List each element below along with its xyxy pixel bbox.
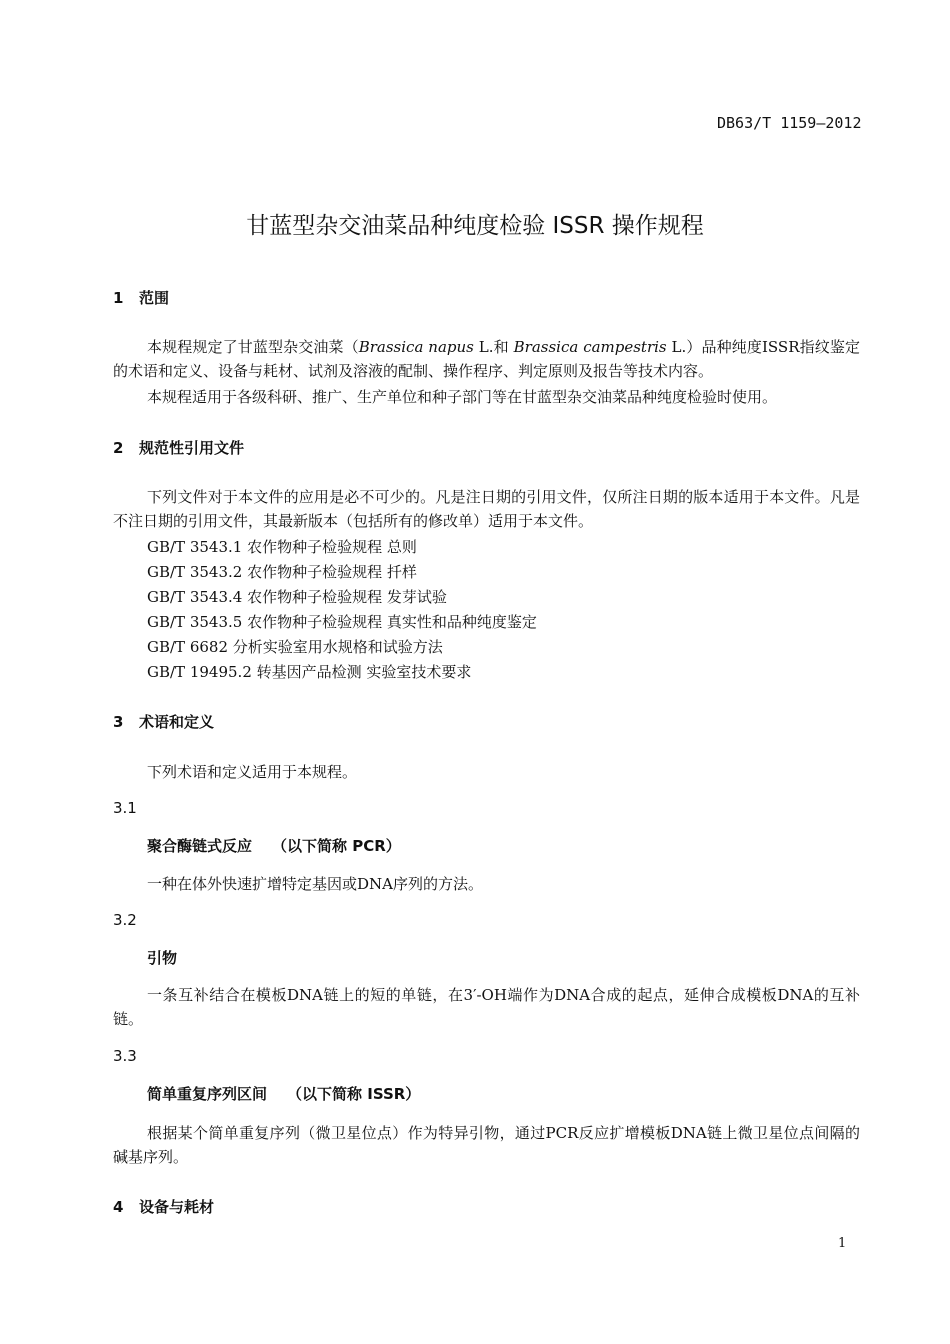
- term-definition: 一条互补结合在模板DNA链上的短的单链，在3′-OH端作为DNA合成的起点，延伸合成模板DNA的互补链。: [113, 986, 860, 1028]
- reference-item: GB/T 3543.1 农作物种子检验规程 总则: [147, 538, 417, 556]
- section-2-intro: 下列文件对于本文件的应用是必不可少的。凡是注日期的引用文件，仅所注日期的版本适用于本文件。凡是不注日期的引用文件，其最新版本（包括所有的修改单）适用于本文件。: [113, 488, 860, 530]
- section-title: 设备与耗材: [139, 1198, 215, 1216]
- reference-item: GB/T 3543.2 农作物种子检验规程 扦样: [147, 563, 417, 581]
- section-3-intro: 下列术语和定义适用于本规程。: [147, 763, 358, 781]
- term-definition: 一种在体外快速扩增特定基因或DNA序列的方法。: [147, 875, 483, 893]
- section-2-heading: [113, 437, 244, 458]
- standard-number: DB63/T 1159—2012: [717, 114, 862, 132]
- text-run: 本规程规定了甘蓝型杂交油菜（: [147, 338, 359, 356]
- term-definition: 根据某个简单重复序列（微卫星位点）作为特异引物，通过PCR反应扩增模板DNA链上微卫星位点间隔的碱基序列。: [113, 1124, 860, 1166]
- text-run: L.）品种纯度ISSR指纹鉴定的术语和定义、设备与耗材、试剂及溶液的配制、操作程序、判定原则及报告等技术内容。: [113, 338, 860, 380]
- section-title: 规范性引用文件: [139, 439, 245, 457]
- term-abbreviation: （以下简称 PCR）: [272, 837, 401, 855]
- section-number: 2: [113, 439, 124, 457]
- section-title: 范围: [139, 289, 170, 307]
- term-number: 3.2: [113, 911, 137, 929]
- term-name: 简单重复序列区间: [147, 1085, 268, 1103]
- page-number: 1: [838, 1236, 847, 1251]
- section-number: 4: [113, 1198, 124, 1216]
- section-4-heading: [113, 1196, 214, 1217]
- species-name: Brassica campestris: [513, 338, 667, 356]
- term-heading: [147, 947, 177, 968]
- section-number: 1: [113, 289, 124, 307]
- section-title: 术语和定义: [139, 713, 215, 731]
- term-abbreviation: （以下简称 ISSR）: [287, 1085, 421, 1103]
- reference-item: GB/T 3543.4 农作物种子检验规程 发芽试验: [147, 588, 447, 606]
- term-name: 聚合酶链式反应: [147, 837, 253, 855]
- section-1-heading: [113, 287, 169, 308]
- text-run: L.和: [473, 338, 514, 356]
- page-title: 甘蓝型杂交油菜品种纯度检验 ISSR 操作规程: [246, 213, 704, 239]
- reference-item: GB/T 6682 分析实验室用水规格和试验方法: [147, 638, 443, 656]
- section-1-paragraph-1: [113, 335, 860, 383]
- section-3-heading: [113, 711, 214, 732]
- section-1-paragraph-2: 本规程适用于各级科研、推广、生产单位和种子部门等在甘蓝型杂交油菜品种纯度检验时使用。: [147, 388, 778, 406]
- reference-item: GB/T 3543.5 农作物种子检验规程 真实性和品种纯度鉴定: [147, 613, 537, 631]
- term-number: 3.3: [113, 1047, 137, 1065]
- term-heading: [147, 1083, 420, 1104]
- term-name: 引物: [147, 949, 178, 967]
- section-number: 3: [113, 713, 124, 731]
- reference-item: GB/T 19495.2 转基因产品检测 实验室技术要求: [147, 663, 472, 681]
- species-name: Brassica napus: [358, 338, 474, 356]
- term-number: 3.1: [113, 799, 137, 817]
- term-heading: [147, 835, 401, 856]
